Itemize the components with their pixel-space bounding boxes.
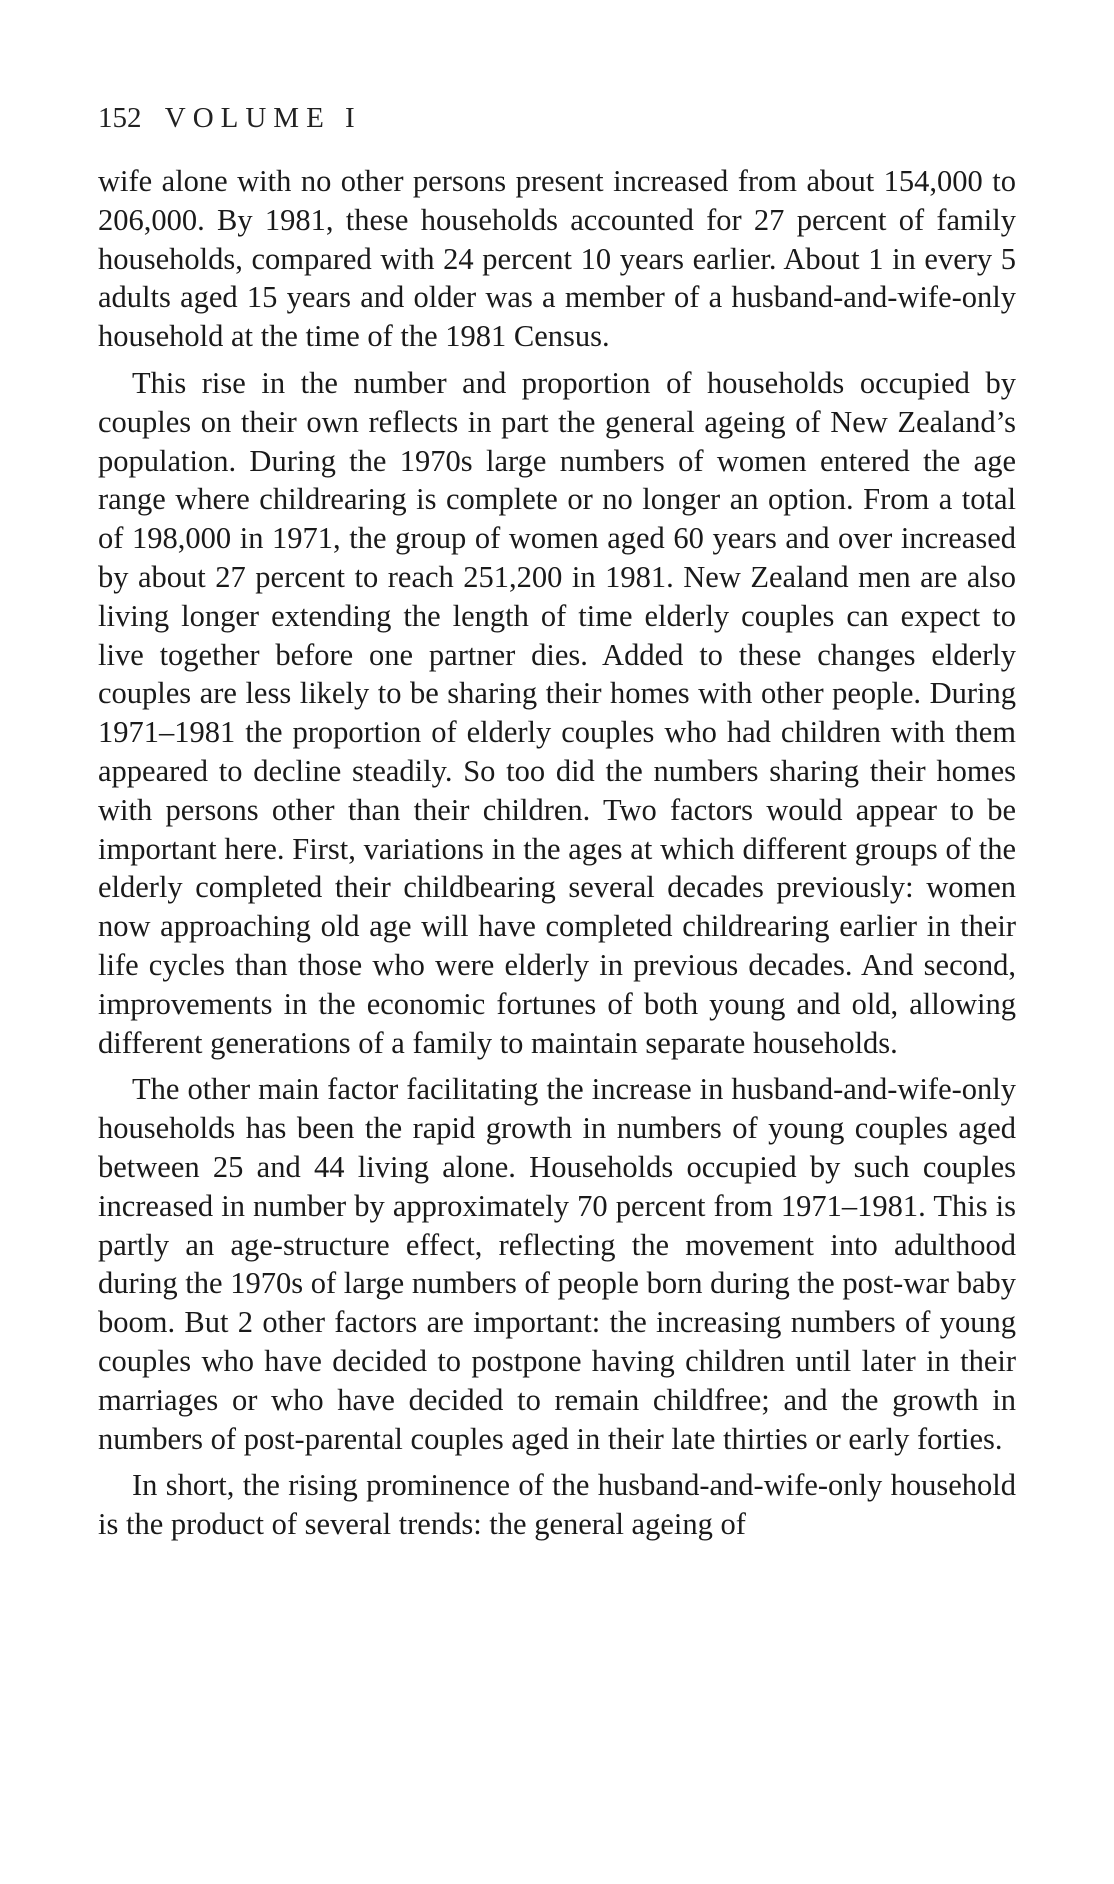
running-head xyxy=(98,100,1016,136)
paragraph-continuation: wife alone with no other persons present increased from about 154,000 to 206,000. By 1981, these households accounted for 27 percent of family households, compared with 24 percent 10 years earlier. About 1 in every 5 adults aged 15 years and older was a member of a husband-and-wife-only household at the time of the 1981 Census. xyxy=(98,164,1016,354)
paragraph-ageing-population: This rise in the number and proportion of households occupied by couples on their own reflects in part the general ageing of New Zealand’s population. During the 1970s large numbers of women entered the age range where childrearing is complete or no longer an option. From a total of 198,000 in 1971, the group of women aged 60 years and over increased by about 27 percent to reach 251,200 in 1981. New Zealand men are also living longer extending the length of time elderly couples can expect to live together before one partner dies. Added to these changes elderly couples are less likely to be sharing their homes with other people. During 1971–1981 the proportion of elderly couples who had children with them appeared to decline steadily. So too did the numbers sharing their homes with persons other than their children. Two factors would appear to be important here. First, variations in the ages at which different groups of the elderly completed their childbearing several decades previously: women now approaching old age will have completed childrearing earlier in their life cycles than those who were elderly in previous decades. And second, improvements in the economic fortunes of both young and old, allowing different generations of a family to maintain separate households. xyxy=(98,365,1016,1060)
volume-label: VOLUME I xyxy=(164,102,362,134)
page-number: 152 xyxy=(98,102,142,134)
body-text xyxy=(98,162,1016,1544)
paragraph-young-couples: The other main factor facilitating the increase in husband-and-wife-only households has been the rapid growth in numbers of young couples aged between 25 and 44 living alone. Households occupied by such couples increased in number by approximately 70 percent from 1971–1981. This is partly an age-structure effect, reflecting the movement into adulthood during the 1970s of large numbers of people born during the post-war baby boom. But 2 other factors are important: the increasing numbers of young couples who have decided to postpone having children until later in their marriages or who have decided to remain childfree; and the growth in numbers of post-parental couples aged in their late thirties or early forties. xyxy=(98,1072,1016,1456)
paragraph-summary: In short, the rising prominence of the husband-and-wife-only household is the product of several trends: the general ageing of xyxy=(98,1468,1016,1542)
book-page xyxy=(98,100,1016,1552)
